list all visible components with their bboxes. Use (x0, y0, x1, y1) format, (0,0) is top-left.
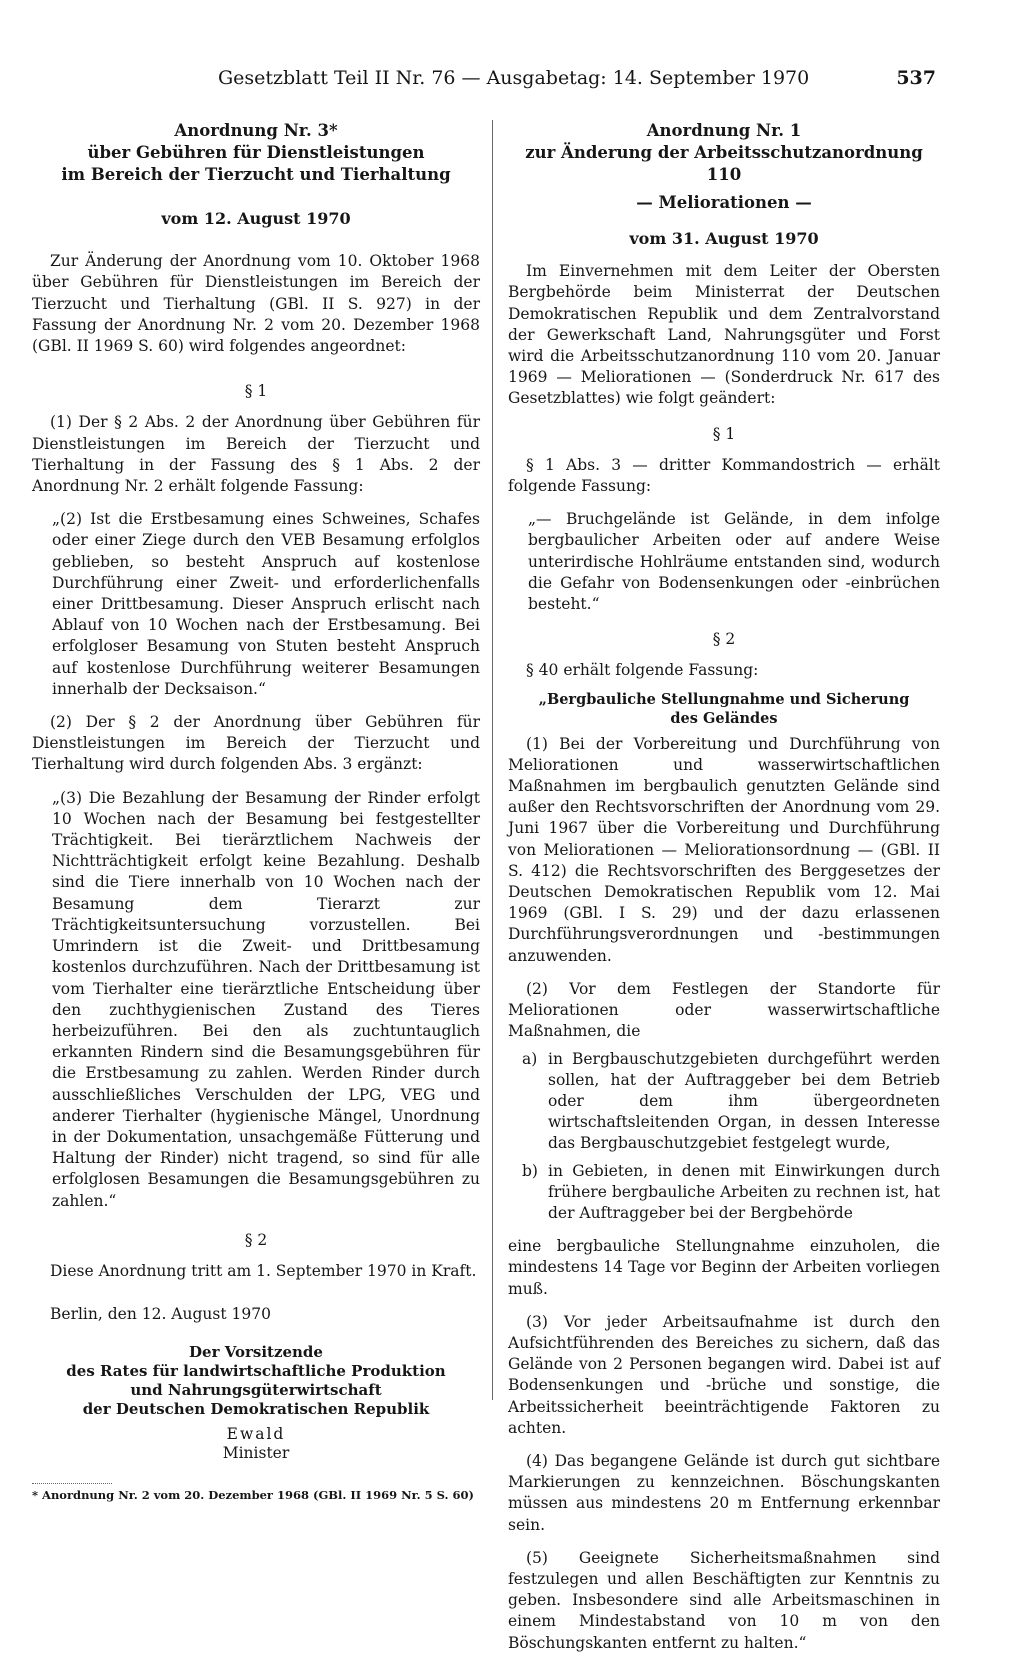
footnote-rule (32, 1483, 112, 1486)
right-subheading: „Bergbauliche Stellungnahme und Sicherung des Geländes (538, 690, 910, 727)
left-date: vom 12. August 1970 (161, 209, 351, 228)
signature-line: des Rates für landwirtschaftliche Produktion (66, 1362, 446, 1381)
left-section-1-heading: § 1 (244, 382, 268, 401)
right-title-line: Anordnung Nr. 1 (646, 121, 802, 140)
list-item-text: in Gebieten, in denen mit Einwirkungen durch frühere bergbauliche Arbeiten zu rechnen ist, hat der Auftraggeber bei der Bergbehörde (548, 1161, 940, 1222)
list-item (508, 1049, 940, 1155)
signer-name: Ewald (226, 1425, 286, 1444)
left-section-2-heading: § 2 (244, 1230, 268, 1249)
left-s1-quote-1: „(2) Ist die Erstbesamung eines Schweines, Schafes oder einer Ziege durch den VEB Besamung erfolglos geblieben, so besteht Anspruch auf kostenlose Durchführung einer Zweit- und erforderlichenfalls einer Drittbesamung. Dieser Anspruch erlischt nach Ablauf von 10 Wochen nach der Erstbesamung. Bei erfolgloser Besamung von Stuten besteht Anspruch auf kostenlose Durchführung weiterer Besamungen innerhalb der Decksaison.“ (52, 510, 480, 698)
signature-line: und Nahrungsgüterwirtschaft (130, 1381, 382, 1400)
left-column (32, 120, 480, 1502)
right-intro: Im Einvernehmen mit dem Leiter der Obersten Bergbehörde beim Ministerrat der Deutschen Demokratischen Republik und dem Zentralvorstand der Gewerkschaft Land, Nahrungsgüter und Forst wird die Arbeitsschutzanordnung 110 vom 20. Januar 1969 — Meliorationen — (Sonderdruck Nr. 617 des Gesetzblattes) wie folgt geändert: (508, 262, 940, 408)
list-item-label: a) (522, 1049, 538, 1068)
list-item (508, 1161, 940, 1225)
right-title-line: zur Änderung der Arbeitsschutzanordnung 110 (525, 143, 923, 184)
left-s2-text: Diese Anordnung tritt am 1. September 1970 in Kraft. (50, 1261, 477, 1280)
right-section-2-heading: § 2 (712, 630, 736, 649)
header-title: Gesetzblatt Teil II Nr. 76 — Ausgabetag: 14. September 1970 (218, 67, 810, 89)
column-divider (492, 120, 493, 1400)
left-s1-paragraph-2: (2) Der § 2 der Anordnung über Gebühren für Dienstleistungen im Bereich der Tierzucht und Tierhaltung wird durch folgenden Abs. 3 ergänzt: (32, 713, 480, 774)
right-s1-quote: „— Bruchgelände ist Gelände, in dem infolge bergbaulicher Arbeiten oder auf andere Weise unterirdische Hohlräume entstanden sind, wodurch die Gefahr von Bodensenkungen oder -einbrüchen besteht.“ (528, 510, 940, 614)
page-number: 537 (896, 67, 936, 89)
right-paragraph-1: (1) Bei der Vorbereitung und Durchführung von Meliorationen und wasserwirtschaftlichen Maßnahmen im bergbaulich genutzten Gelände sind außer den Rechtsvorschriften der Anordnung vom 29. Juni 1967 über die Vorbereitung und Durchführung von Meliorationen — Meliorationsordnung — (GBl. II S. 412) die Rechtsvorschriften des Berggesetzes der Deutschen Demokratischen Republik vom 12. Mai 1969 (GBl. I S. 29) und der dazu erlassenen Durchführungsverordnungen und -bestimmungen anzuwenden. (508, 734, 940, 965)
right-paragraph-5: (5) Geeignete Sicherheitsmaßnahmen sind festzulegen und allen Beschäftigten zur Kenntnis zu geben. Insbesondere sind alle Arbeitsmaschinen in einem Mindestabstand von 10 m von den Böschungskanten entfernt zu halten.“ (508, 1548, 940, 1652)
list-item-label: b) (522, 1161, 538, 1180)
left-intro: Zur Änderung der Anordnung vom 10. Oktober 1968 über Gebühren für Dienstleistungen im Bereich der Tierzucht und Tierhaltung (GBl. II S. 927) in der Fassung der Anordnung Nr. 2 vom 20. Dezember 1968 (GBl. II 1969 S. 60) wird folgendes angeordnet: (32, 252, 480, 356)
right-date: vom 31. August 1970 (629, 229, 819, 248)
right-item-list (508, 1049, 940, 1225)
footnote: * Anordnung Nr. 2 vom 20. Dezember 1968 (GBl. II 1969 Nr. 5 S. 60) (32, 1488, 475, 1503)
right-title-line: — Meliorationen — (636, 193, 812, 212)
right-s2-text: § 40 erhält folgende Fassung: (526, 661, 759, 680)
page-header (218, 66, 936, 96)
left-s1-paragraph-1: (1) Der § 2 Abs. 2 der Anordnung über Gebühren für Dienstleistungen im Bereich der Tierzucht und Tierhaltung in der Fassung des § 1 Abs. 2 der Anordnung Nr. 2 erhält folgende Fassung: (32, 413, 480, 496)
left-s1-quote-2: „(3) Die Bezahlung der Besamung der Rinder erfolgt 10 Wochen nach der Besamung bei festgestellter Trächtigkeit. Bei tierärztlichem Nachweis der Nichtträchtigkeit erfolgt keine Bezahlung. Deshalb sind die Tiere innerhalb von 10 Wochen nach der Besamung dem Tierarzt zur Trächtigkeitsuntersuchung vorzustellen. Bei Umrindern ist die Zweit- und Drittbesamung kostenlos durchzuführen. Nach der Drittbesamung ist vom Tierhalter eine tierärztliche Entscheidung über den zuchthygienischen Zustand des Tieres herbeizuführen. Bei den als zuchtuntauglich erkannten Rindern sind die Besamungsgebühren für die Erstbesamung zu zahlen. Werden Rinder durch ausschließliches Verschulden der LPG, VEG und anderer Tierhalter (hygienische Mängel, Unordnung in der Dokumentation, unsachgemäße Fütterung und Haltung der Rinder) nicht tragend, so sind für alle erfolglosen Besamungen die Besamungsgebühren zu zahlen.“ (52, 788, 480, 1210)
signature-line: der Deutschen Demokratischen Republik (82, 1400, 430, 1419)
signer-role: Minister (222, 1444, 290, 1463)
list-item-text: in Bergbauschutzgebieten durchgeführt werden sollen, hat der Auftraggeber bei dem Betrieb oder dem ihm übergeordneten wirtschaftsleitenden Organ, in dessen Interesse das Bergbauschutzgebiet festgelegt wurde, (548, 1049, 940, 1153)
right-paragraph-3: (3) Vor jeder Arbeitsaufnahme ist durch den Aufsichtführenden des Bereiches zu sichern, daß das Gelände von 2 Personen begangen wird. Dabei ist auf Bodensenkungen und -brüche und sonstige, die Arbeitssicherheit beeinträchtigende Faktoren zu achten. (508, 1312, 940, 1437)
left-title-line: im Bereich der Tierzucht und Tierhaltung (61, 165, 451, 184)
signature-line: Der Vorsitzende (189, 1343, 323, 1362)
place-date: Berlin, den 12. August 1970 (50, 1305, 271, 1324)
right-paragraph-2: (2) Vor dem Festlegen der Standorte für Meliorationen oder wasserwirtschaftliche Maßnahmen, die (508, 979, 940, 1041)
right-column (508, 120, 940, 1654)
right-paragraph-2-end: eine bergbauliche Stellungnahme einzuholen, die mindestens 14 Tage vor Beginn der Arbeiten vorliegen muß. (508, 1237, 940, 1298)
left-title-line: über Gebühren für Dienstleistungen (87, 143, 425, 162)
right-paragraph-4: (4) Das begangene Gelände ist durch gut sichtbare Markierungen zu kennzeichnen. Böschungskanten müssen aus mindestens 20 m Entfernung erkennbar sein. (508, 1451, 940, 1534)
left-title-line: Anordnung Nr. 3* (174, 121, 338, 140)
right-section-1-heading: § 1 (712, 424, 736, 443)
right-s1-text: § 1 Abs. 3 — dritter Kommandostrich — erhält folgende Fassung: (508, 455, 940, 496)
